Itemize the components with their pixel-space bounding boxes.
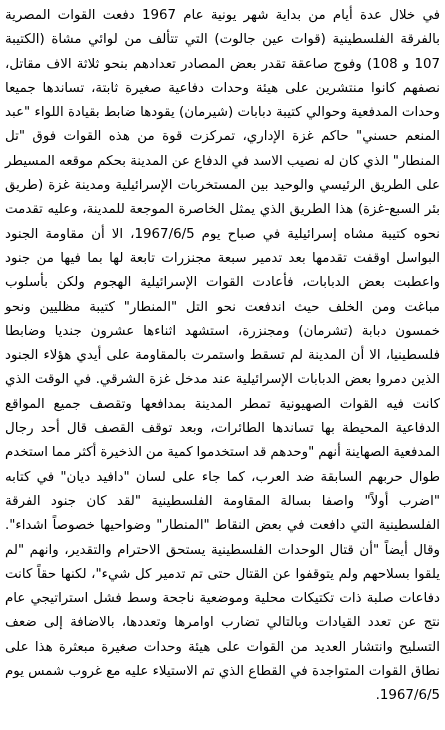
article-paragraph: في خلال عدة أيام من بداية شهر يونية عام 1967 دفعت القوات المصرية بالفرقة الفلسطينية (قوات عين جالوت) التي تتألف من لوائي مشاة (الكتيبة 107 و 108) وفوج صاعقة تقدر بعض المصادر تعدادهم بنحو ثلاثة الاف مقاتل، نصفهم كانوا منتشرين على هيئة وحدات دفاعية صغيرة ثابتة، تساندها جميعا وحدات المدفعية وحوالي كتيبة دبابات (شيرمان) يقودها ضابط بقيادة اللواء "عبد المنعم حسني" حاكم غزة الإداري، تمركزت قوة من هذه القوات فوق "تل المنطار" الذي كان له نصيب الاسد في الدفاع عن المدينة بحكم موقعه المسيطر على الطريق الرئيسي والوحيد بين المستخربات الإسرائيلية ومدينة غزة (طريق بئر السبع-غزة) هذا الطريق الذي يمثل الخاصرة الموجعة للمدينة، وعليه تقدمت نحوه كتيبة مشاه إسرائيلية في صباح يوم 1967/6/5، الا أن مقاومة الجنود البواسل اوقفت تقدمها بعد تدمير سبعة مجنزرات تابعة لها بما فيها من جنود واعطبت بعض الدبابات، فأعادت القوات الإسرائيلية الهجوم ولكن بأسلوب مباغت ومن الخلف حيث اندفعت نحو التل "المنطار" كتيبة مظليين ونحو خمسون دبابة (تشرمان) ومجنزرة، استشهد اثناءها عشرون جنديا وضابطا فلسطينيا، الا أن المدينة لم تسقط واستمرت بالمقاومة على أيدي هؤلاء الجنود الذين دمروا بعض الدبابات الإسرائيلية عند مدخل غزة الشرقي. في الوقت الذي كانت فيه القوات الصهيونية تمطر المدينة بمدافعها وتقصف جميع المواقع الدفاعية المحيطة بها تساندها الطائرات، وبعد توقف القصف قال أحد رجال المدفعية الصهاينة أنهم "وحدهم قد استخدموا كمية من الذخيرة أكثر مما استخدم طوال حربهم السابقة ضد العرب، كما جاء على لسان "دافيد ديان" في كتابه "اضرب أولاً" واصفا بسالة المقاومة الفلسطينية "لقد كان جنود الفرقة الفلسطينية التي دافعت في بعض النقاط "المنطار" وضواحيها خصوصاً اشداء". وقال أيضاً "أن قتال الوحدات الفلسطينية يستحق الاحترام والتقدير، وانهم "لم يلقوا بسلاحهم ولم يتوقفوا عن القتال حتى تم تدمير كل شيء"، لكنها حقاً كانت دفاعات صلبة ذات تكتيكات محلية وموضعية ناجحة وسط فشل استراتيجي عام نتج عن تعدد القيادات وبالتالي تضارب اوامرها وتعددها، بالاضافة إلى ضعف التسليح وانتشار العديد من القوات على هيئة وحدات صغيرة مبعثرة هذا على نطاق القوات المتواجدة في القطاع الذي تم الاستيلاء عليه مع غروب شمس يوم 1967/6/5. xyxy=(5,8,440,704)
